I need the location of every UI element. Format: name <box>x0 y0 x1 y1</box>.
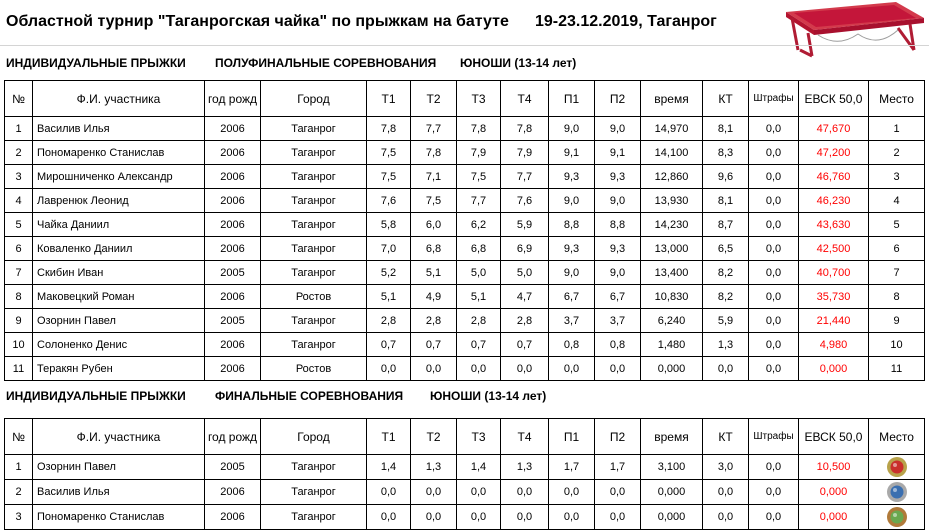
col-time-cell: 12,860 <box>641 165 703 189</box>
table-row <box>5 455 925 480</box>
col-p2-cell: 9,3 <box>595 237 641 261</box>
col-time-cell: 13,930 <box>641 189 703 213</box>
col-city-cell: Таганрог <box>261 189 367 213</box>
col-birth-year-cell: 2006 <box>205 189 261 213</box>
col-kt-cell: 8,3 <box>703 141 749 165</box>
col-time-cell: 14,970 <box>641 117 703 141</box>
col-p2-cell: 9,1 <box>595 141 641 165</box>
col-t4-cell: 7,7 <box>501 165 549 189</box>
col-time-cell: 13,400 <box>641 261 703 285</box>
col-t3-cell: 0,0 <box>457 480 501 505</box>
col-number-cell: 2 <box>5 141 33 165</box>
col-city-cell: Ростов <box>261 285 367 309</box>
col-p1-cell: 9,0 <box>549 117 595 141</box>
col-p1-cell: 9,0 <box>549 189 595 213</box>
col-t3-cell: 0,0 <box>457 357 501 381</box>
col-t4-cell: 0,0 <box>501 480 549 505</box>
col-birth-year-header: год рожд <box>205 419 261 455</box>
col-number-cell: 2 <box>5 480 33 505</box>
final-category: ЮНОШИ (13-14 лет) <box>430 389 547 403</box>
col-birth-year-cell: 2006 <box>205 213 261 237</box>
col-time-cell: 13,000 <box>641 237 703 261</box>
col-penalty-cell: 0,0 <box>749 285 799 309</box>
col-t2-cell: 0,0 <box>411 480 457 505</box>
col-number-cell: 3 <box>5 165 33 189</box>
col-t1-cell: 5,8 <box>367 213 411 237</box>
col-t3-cell: 7,8 <box>457 117 501 141</box>
col-name-cell: Озорнин Павел <box>33 309 205 333</box>
col-penalty-cell: 0,0 <box>749 141 799 165</box>
col-number-cell: 6 <box>5 237 33 261</box>
col-t3-cell: 5,1 <box>457 285 501 309</box>
col-place-cell <box>869 480 925 505</box>
col-city-header: Город <box>261 81 367 117</box>
col-birth-year-cell: 2005 <box>205 455 261 480</box>
col-number-cell: 11 <box>5 357 33 381</box>
col-p2-cell: 9,0 <box>595 117 641 141</box>
col-t3-cell: 5,0 <box>457 261 501 285</box>
col-birth-year-cell: 2006 <box>205 237 261 261</box>
col-p2-header: П2 <box>595 81 641 117</box>
col-p1-cell: 9,3 <box>549 237 595 261</box>
col-t4-cell: 0,0 <box>501 505 549 530</box>
gold-medal-icon <box>886 456 908 478</box>
col-p1-cell: 0,0 <box>549 357 595 381</box>
col-evsk-cell: 0,000 <box>799 480 869 505</box>
col-place-cell: 4 <box>869 189 925 213</box>
col-t2-cell: 0,7 <box>411 333 457 357</box>
col-number-cell: 9 <box>5 309 33 333</box>
col-city-cell: Ростов <box>261 357 367 381</box>
col-t4-cell: 0,0 <box>501 357 549 381</box>
col-place-cell: 6 <box>869 237 925 261</box>
col-birth-year-cell: 2006 <box>205 333 261 357</box>
col-time-cell: 3,100 <box>641 455 703 480</box>
semifinal-results-table <box>4 80 925 381</box>
col-p2-cell: 8,8 <box>595 213 641 237</box>
col-place-cell: 8 <box>869 285 925 309</box>
col-time-cell: 10,830 <box>641 285 703 309</box>
col-birth-year-cell: 2006 <box>205 165 261 189</box>
col-name-cell: Мирошниченко Александр <box>33 165 205 189</box>
col-t1-cell: 0,0 <box>367 480 411 505</box>
col-time-cell: 6,240 <box>641 309 703 333</box>
col-name-header: Ф.И. участника <box>33 81 205 117</box>
col-place-cell: 2 <box>869 141 925 165</box>
col-t3-header: Т3 <box>457 81 501 117</box>
silver-medal-icon <box>886 481 908 503</box>
col-penalty-cell: 0,0 <box>749 117 799 141</box>
col-place-cell <box>869 505 925 530</box>
col-time-cell: 0,000 <box>641 505 703 530</box>
col-kt-cell: 8,7 <box>703 213 749 237</box>
col-t4-cell: 5,0 <box>501 261 549 285</box>
col-t1-cell: 7,6 <box>367 189 411 213</box>
col-kt-header: КТ <box>703 419 749 455</box>
col-penalty-cell: 0,0 <box>749 357 799 381</box>
col-t2-cell: 7,5 <box>411 189 457 213</box>
col-t2-header: Т2 <box>411 419 457 455</box>
col-p2-cell: 0,8 <box>595 333 641 357</box>
col-evsk-cell: 4,980 <box>799 333 869 357</box>
col-birth-year-cell: 2006 <box>205 505 261 530</box>
col-penalty-cell: 0,0 <box>749 261 799 285</box>
col-city-cell: Таганрог <box>261 480 367 505</box>
col-place-cell: 11 <box>869 357 925 381</box>
col-evsk-cell: 21,440 <box>799 309 869 333</box>
col-penalty-cell: 0,0 <box>749 333 799 357</box>
col-time-cell: 0,000 <box>641 480 703 505</box>
final-stage: ФИНАЛЬНЫЕ СОРЕВНОВАНИЯ <box>215 389 404 403</box>
col-name-cell: Озорнин Павел <box>33 455 205 480</box>
col-number-cell: 3 <box>5 505 33 530</box>
col-t4-cell: 7,6 <box>501 189 549 213</box>
col-penalty-cell: 0,0 <box>749 455 799 480</box>
col-number-header: № <box>5 419 33 455</box>
col-t3-cell: 0,7 <box>457 333 501 357</box>
col-birth-year-cell: 2006 <box>205 480 261 505</box>
col-t1-cell: 7,0 <box>367 237 411 261</box>
col-penalty-cell: 0,0 <box>749 189 799 213</box>
col-birth-year-cell: 2005 <box>205 261 261 285</box>
col-t2-cell: 2,8 <box>411 309 457 333</box>
table-row <box>5 141 925 165</box>
col-birth-year-cell: 2006 <box>205 141 261 165</box>
col-penalty-cell: 0,0 <box>749 309 799 333</box>
col-t1-cell: 5,2 <box>367 261 411 285</box>
col-kt-header: КТ <box>703 81 749 117</box>
col-p1-cell: 0,8 <box>549 333 595 357</box>
col-evsk-cell: 46,230 <box>799 189 869 213</box>
col-name-cell: Коваленко Даниил <box>33 237 205 261</box>
col-p1-cell: 1,7 <box>549 455 595 480</box>
col-kt-cell: 0,0 <box>703 480 749 505</box>
col-t3-cell: 2,8 <box>457 309 501 333</box>
col-evsk-header: ЕВСК 50,0 <box>799 81 869 117</box>
col-number-cell: 4 <box>5 189 33 213</box>
table-row <box>5 285 925 309</box>
col-birth-year-header: год рожд <box>205 81 261 117</box>
col-penalty-cell: 0,0 <box>749 480 799 505</box>
col-t2-cell: 4,9 <box>411 285 457 309</box>
table-row <box>5 333 925 357</box>
col-p2-cell: 9,3 <box>595 165 641 189</box>
col-t1-cell: 1,4 <box>367 455 411 480</box>
col-p1-header: П1 <box>549 81 595 117</box>
col-city-cell: Таганрог <box>261 117 367 141</box>
divider <box>0 45 929 46</box>
col-time-cell: 0,000 <box>641 357 703 381</box>
col-place-cell: 7 <box>869 261 925 285</box>
col-evsk-cell: 46,760 <box>799 165 869 189</box>
semifinal-discipline: ИНДИВИДУАЛЬНЫЕ ПРЫЖКИ <box>6 56 186 70</box>
col-number-cell: 1 <box>5 117 33 141</box>
col-place-cell: 5 <box>869 213 925 237</box>
col-p2-cell: 9,0 <box>595 261 641 285</box>
col-time-header: время <box>641 81 703 117</box>
col-t1-cell: 0,0 <box>367 357 411 381</box>
col-penalty-cell: 0,0 <box>749 237 799 261</box>
col-time-cell: 14,230 <box>641 213 703 237</box>
col-kt-cell: 8,1 <box>703 117 749 141</box>
col-name-cell: Теракян Рубен <box>33 357 205 381</box>
col-t2-cell: 6,8 <box>411 237 457 261</box>
col-p2-cell: 1,7 <box>595 455 641 480</box>
col-evsk-cell: 47,670 <box>799 117 869 141</box>
col-kt-cell: 6,5 <box>703 237 749 261</box>
col-name-cell: Чайка Даниил <box>33 213 205 237</box>
col-birth-year-cell: 2005 <box>205 309 261 333</box>
col-p2-cell: 0,0 <box>595 505 641 530</box>
col-kt-cell: 0,0 <box>703 505 749 530</box>
col-t4-cell: 5,9 <box>501 213 549 237</box>
col-t1-header: Т1 <box>367 419 411 455</box>
col-place-cell <box>869 455 925 480</box>
col-number-cell: 1 <box>5 455 33 480</box>
col-t4-cell: 7,8 <box>501 117 549 141</box>
col-evsk-cell: 40,700 <box>799 261 869 285</box>
semifinal-stage: ПОЛУФИНАЛЬНЫЕ СОРЕВНОВАНИЯ <box>215 56 437 70</box>
col-birth-year-cell: 2006 <box>205 357 261 381</box>
col-evsk-cell: 42,500 <box>799 237 869 261</box>
col-place-header: Место <box>869 81 925 117</box>
col-t4-cell: 4,7 <box>501 285 549 309</box>
semifinal-category: ЮНОШИ (13-14 лет) <box>460 56 577 70</box>
col-city-cell: Таганрог <box>261 237 367 261</box>
final-section-header <box>0 386 929 406</box>
col-t1-cell: 2,8 <box>367 309 411 333</box>
col-city-header: Город <box>261 419 367 455</box>
table-row <box>5 165 925 189</box>
col-t3-header: Т3 <box>457 419 501 455</box>
col-t4-cell: 1,3 <box>501 455 549 480</box>
col-penalty-cell: 0,0 <box>749 505 799 530</box>
semifinal-section-header <box>0 53 929 73</box>
col-place-header: Место <box>869 419 925 455</box>
bronze-medal-icon <box>886 506 908 528</box>
col-birth-year-cell: 2006 <box>205 117 261 141</box>
col-place-cell: 1 <box>869 117 925 141</box>
col-t3-cell: 7,5 <box>457 165 501 189</box>
col-p1-cell: 6,7 <box>549 285 595 309</box>
col-t2-cell: 0,0 <box>411 505 457 530</box>
col-penalty-header: Штрафы <box>749 81 799 117</box>
col-penalty-cell: 0,0 <box>749 213 799 237</box>
col-city-cell: Таганрог <box>261 165 367 189</box>
col-name-cell: Пономаренко Станислав <box>33 505 205 530</box>
col-t1-cell: 0,7 <box>367 333 411 357</box>
col-evsk-cell: 10,500 <box>799 455 869 480</box>
final-results-table <box>4 418 925 530</box>
col-t2-cell: 5,1 <box>411 261 457 285</box>
col-p2-header: П2 <box>595 419 641 455</box>
final-discipline: ИНДИВИДУАЛЬНЫЕ ПРЫЖКИ <box>6 389 186 403</box>
col-time-cell: 1,480 <box>641 333 703 357</box>
col-t4-cell: 2,8 <box>501 309 549 333</box>
col-kt-cell: 8,2 <box>703 261 749 285</box>
col-number-cell: 8 <box>5 285 33 309</box>
col-t2-cell: 7,7 <box>411 117 457 141</box>
table-row <box>5 309 925 333</box>
col-place-cell: 3 <box>869 165 925 189</box>
col-t2-cell: 0,0 <box>411 357 457 381</box>
col-p2-cell: 0,0 <box>595 357 641 381</box>
col-kt-cell: 9,6 <box>703 165 749 189</box>
table-row <box>5 237 925 261</box>
table-row <box>5 505 925 530</box>
col-t3-cell: 7,7 <box>457 189 501 213</box>
col-t1-cell: 7,5 <box>367 165 411 189</box>
col-name-cell: Лавренюк Леонид <box>33 189 205 213</box>
col-p1-cell: 0,0 <box>549 480 595 505</box>
col-evsk-header: ЕВСК 50,0 <box>799 419 869 455</box>
col-place-cell: 9 <box>869 309 925 333</box>
col-time-header: время <box>641 419 703 455</box>
col-evsk-cell: 35,730 <box>799 285 869 309</box>
col-t3-cell: 6,8 <box>457 237 501 261</box>
col-kt-cell: 3,0 <box>703 455 749 480</box>
col-evsk-cell: 43,630 <box>799 213 869 237</box>
event-date-place: 19-23.12.2019, Таганрог <box>535 13 717 30</box>
col-t1-cell: 0,0 <box>367 505 411 530</box>
table-row <box>5 261 925 285</box>
col-t1-cell: 5,1 <box>367 285 411 309</box>
col-t3-cell: 0,0 <box>457 505 501 530</box>
col-kt-cell: 1,3 <box>703 333 749 357</box>
col-p2-cell: 9,0 <box>595 189 641 213</box>
page-title: Областной турнир "Таганрогская чайка" по прыжкам на батуте <box>6 13 509 30</box>
col-number-cell: 5 <box>5 213 33 237</box>
col-time-cell: 14,100 <box>641 141 703 165</box>
col-city-cell: Таганрог <box>261 213 367 237</box>
col-kt-cell: 8,2 <box>703 285 749 309</box>
col-evsk-cell: 0,000 <box>799 505 869 530</box>
col-evsk-cell: 47,200 <box>799 141 869 165</box>
col-number-cell: 7 <box>5 261 33 285</box>
col-p2-cell: 6,7 <box>595 285 641 309</box>
col-city-cell: Таганрог <box>261 333 367 357</box>
col-name-cell: Василив Илья <box>33 480 205 505</box>
col-name-cell: Солоненко Денис <box>33 333 205 357</box>
col-name-header: Ф.И. участника <box>33 419 205 455</box>
col-city-cell: Таганрог <box>261 261 367 285</box>
col-p1-cell: 9,0 <box>549 261 595 285</box>
col-city-cell: Таганрог <box>261 309 367 333</box>
col-p1-header: П1 <box>549 419 595 455</box>
col-t3-cell: 7,9 <box>457 141 501 165</box>
col-t4-cell: 6,9 <box>501 237 549 261</box>
col-name-cell: Пономаренко Станислав <box>33 141 205 165</box>
col-city-cell: Таганрог <box>261 141 367 165</box>
col-evsk-cell: 0,000 <box>799 357 869 381</box>
col-p1-cell: 9,3 <box>549 165 595 189</box>
col-penalty-header: Штрафы <box>749 419 799 455</box>
table-row <box>5 480 925 505</box>
col-t2-header: Т2 <box>411 81 457 117</box>
col-kt-cell: 5,9 <box>703 309 749 333</box>
col-kt-cell: 8,1 <box>703 189 749 213</box>
col-t3-cell: 6,2 <box>457 213 501 237</box>
col-t4-header: Т4 <box>501 81 549 117</box>
col-city-cell: Таганрог <box>261 505 367 530</box>
col-t2-cell: 6,0 <box>411 213 457 237</box>
col-t1-cell: 7,5 <box>367 141 411 165</box>
col-kt-cell: 0,0 <box>703 357 749 381</box>
col-p2-cell: 3,7 <box>595 309 641 333</box>
col-t2-cell: 7,1 <box>411 165 457 189</box>
table-row <box>5 357 925 381</box>
col-number-header: № <box>5 81 33 117</box>
table-row <box>5 189 925 213</box>
col-t1-cell: 7,8 <box>367 117 411 141</box>
col-t2-cell: 7,8 <box>411 141 457 165</box>
col-t4-cell: 7,9 <box>501 141 549 165</box>
col-p1-cell: 8,8 <box>549 213 595 237</box>
table-row <box>5 117 925 141</box>
col-t2-cell: 1,3 <box>411 455 457 480</box>
col-t1-header: Т1 <box>367 81 411 117</box>
trampoline-icon <box>778 0 928 58</box>
col-p2-cell: 0,0 <box>595 480 641 505</box>
col-p1-cell: 3,7 <box>549 309 595 333</box>
col-name-cell: Маковецкий Роман <box>33 285 205 309</box>
col-t4-header: Т4 <box>501 419 549 455</box>
col-p1-cell: 0,0 <box>549 505 595 530</box>
col-name-cell: Василив Илья <box>33 117 205 141</box>
col-place-cell: 10 <box>869 333 925 357</box>
col-penalty-cell: 0,0 <box>749 165 799 189</box>
col-t3-cell: 1,4 <box>457 455 501 480</box>
col-number-cell: 10 <box>5 333 33 357</box>
col-birth-year-cell: 2006 <box>205 285 261 309</box>
col-t4-cell: 0,7 <box>501 333 549 357</box>
col-p1-cell: 9,1 <box>549 141 595 165</box>
table-row <box>5 213 925 237</box>
col-name-cell: Скибин Иван <box>33 261 205 285</box>
col-city-cell: Таганрог <box>261 455 367 480</box>
